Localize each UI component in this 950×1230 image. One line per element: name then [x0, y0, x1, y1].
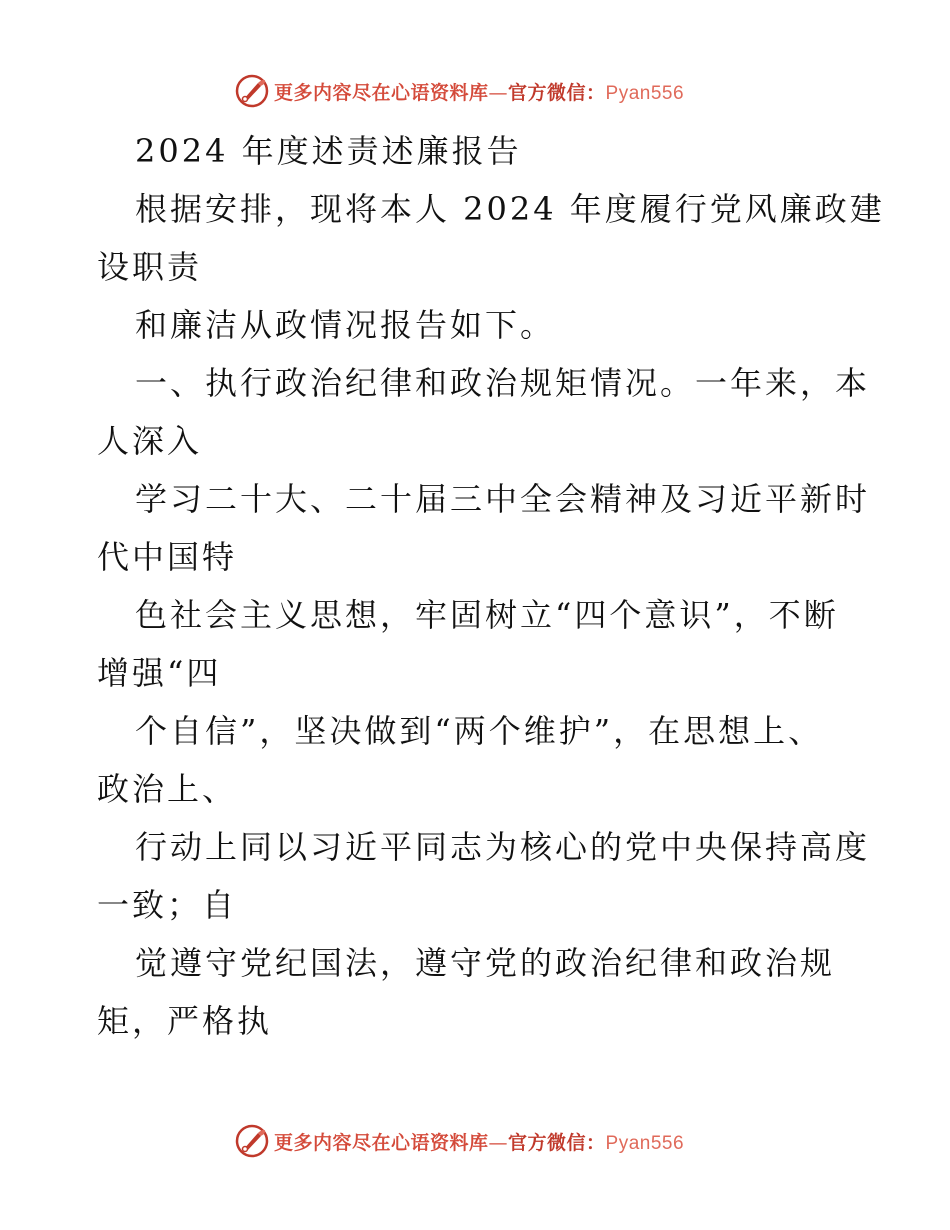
- paragraph-line: 增强“四: [97, 654, 222, 692]
- paragraph-line: 一、执行政治纪律和政治规矩情况。一年来，本: [135, 364, 871, 402]
- watermark-header: [234, 71, 684, 111]
- quill-logo-icon: [234, 73, 270, 109]
- paragraph-line: 行动上同以习近平同志为核心的党中央保持高度: [135, 828, 871, 866]
- paragraph-line: 觉遵守党纪国法，遵守党的政治纪律和政治规: [135, 944, 836, 982]
- paragraph-line: 和廉洁从政情况报告如下。: [135, 306, 556, 344]
- watermark-wechat: Pyan556: [605, 1132, 685, 1154]
- paragraph-line: 一致；自: [97, 886, 238, 924]
- paragraph-line: 政治上、: [97, 770, 238, 808]
- document-body: [97, 122, 885, 1050]
- watermark-official: 官方微信：: [508, 81, 606, 104]
- paragraph-line: 学习二十大、二十届三中全会精神及习近平新时: [135, 480, 871, 518]
- watermark-dash: —: [488, 1131, 509, 1154]
- paragraph-line: 色社会主义思想，牢固树立“四个意识”，不断: [135, 596, 839, 634]
- paragraph-line: 代中国特: [97, 538, 238, 576]
- paragraph-line: 人深入: [97, 422, 203, 460]
- watermark-text: [274, 78, 684, 105]
- watermark-official: 官方微信：: [508, 1131, 606, 1154]
- watermark-brand: 更多内容尽在心语资料库: [274, 1131, 489, 1154]
- document-title: 2024 年度述责述廉报告: [135, 132, 522, 170]
- paragraph-line: 设职责: [97, 248, 203, 286]
- quill-logo-icon: [234, 1123, 270, 1159]
- watermark-footer: [234, 1121, 684, 1161]
- watermark-brand: 更多内容尽在心语资料库: [274, 81, 489, 104]
- paragraph-line: 个自信”，坚决做到“两个维护”，在思想上、: [135, 712, 824, 750]
- paragraph-line: 根据安排，现将本人 2024 年度履行党风廉政建: [135, 190, 885, 228]
- watermark-dash: —: [488, 81, 509, 104]
- paragraph-line: 矩，严格执: [97, 1002, 273, 1040]
- watermark-wechat: Pyan556: [605, 82, 685, 104]
- watermark-text: [274, 1128, 684, 1155]
